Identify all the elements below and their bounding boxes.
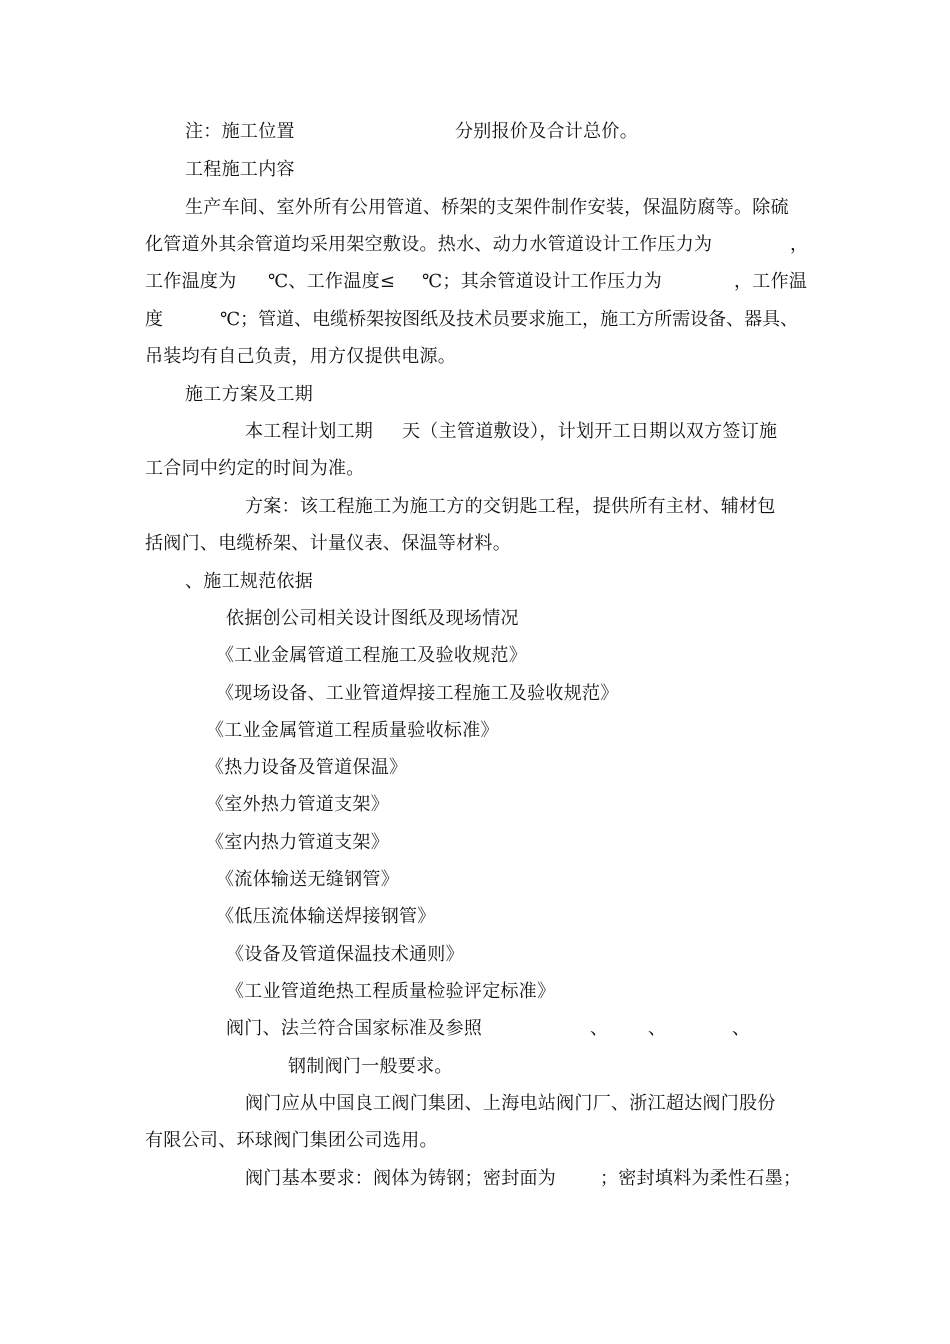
text-run: ℃；其余管道设计工作压力为 <box>422 271 663 292</box>
paragraph-line <box>145 196 805 220</box>
note-label: 注：施工位置 <box>185 121 295 142</box>
text-run: 、 <box>590 1018 609 1039</box>
list-item: 《室内热力管道支架》 <box>206 832 389 853</box>
text-run: 、 <box>732 1018 751 1039</box>
text-run: ，工作温 <box>734 271 808 292</box>
text-run: ；密封填料为柔性石墨； <box>600 1168 802 1189</box>
heading-norms: 、施工规范依据 <box>185 571 314 592</box>
paragraph-line: 工合同中约定的时间为准。 <box>145 458 365 479</box>
heading-construction-content: 工程施工内容 <box>185 159 295 180</box>
list-item: 《现场设备、工业管道焊接工程施工及验收规范》 <box>216 683 619 704</box>
note-text: 分别报价及合计总价。 <box>455 121 638 142</box>
paragraph-line: 有限公司、环球阀门集团公司选用。 <box>145 1130 438 1151</box>
text-run: ℃、工作温度≤ <box>268 271 396 292</box>
list-item: 《工业管道绝热工程质量检验评定标准》 <box>226 981 556 1002</box>
paragraph-line: 阀门应从中国良工阀门集团、上海电站阀门厂、浙江超达阀门股份 <box>245 1093 776 1114</box>
paragraph-line: 括阀门、电缆桥架、计量仪表、保温等材料。 <box>145 533 511 554</box>
text-run: 本工程计划工期 <box>245 421 374 442</box>
list-item: 《流体输送无缝钢管》 <box>216 869 399 890</box>
paragraph-line: 钢制阀门一般要求。 <box>288 1056 453 1077</box>
paragraph-line: 化管道外其余管道均采用架空敷设。热水、动力水管道设计工作压力为 <box>145 234 713 255</box>
paragraph-line: 方案：该工程施工为施工方的交钥匙工程，提供所有主材、辅材包 <box>245 496 776 517</box>
list-item: 《热力设备及管道保温》 <box>206 757 408 778</box>
heading-plan-schedule: 施工方案及工期 <box>185 384 314 405</box>
list-item: 《工业金属管道工程施工及验收规范》 <box>216 645 528 666</box>
text-run: 阀门基本要求：阀体为铸钢；密封面为 <box>245 1168 557 1189</box>
paragraph-line: 吊装均有自己负责，用方仅提供电源。 <box>145 346 457 367</box>
text-run: 生产车间、室外所有公用管道、桥架的支架件制作安装，保温防腐等。除硫 <box>185 197 789 218</box>
text-run: ， <box>790 234 809 255</box>
text-run: 工作温度为 <box>145 271 237 292</box>
list-item: 依据创公司相关设计图纸及现场情况 <box>226 608 519 629</box>
text-run: ℃；管道、电缆桥架按图纸及技术员要求施工，施工方所需设备、器具、 <box>220 309 799 330</box>
list-item: 《工业金属管道工程质量验收标准》 <box>206 720 499 741</box>
text-run: 度 <box>145 309 164 330</box>
text-run: 、 <box>648 1018 667 1039</box>
list-item: 《低压流体输送焊接钢管》 <box>216 906 436 927</box>
list-item: 《设备及管道保温技术通则》 <box>226 944 464 965</box>
text-run: 天（主管道敷设），计划开工日期以双方签订施 <box>402 421 778 442</box>
text-run: 阀门、法兰符合国家标准及参照 <box>226 1018 483 1039</box>
list-item: 《室外热力管道支架》 <box>206 794 389 815</box>
